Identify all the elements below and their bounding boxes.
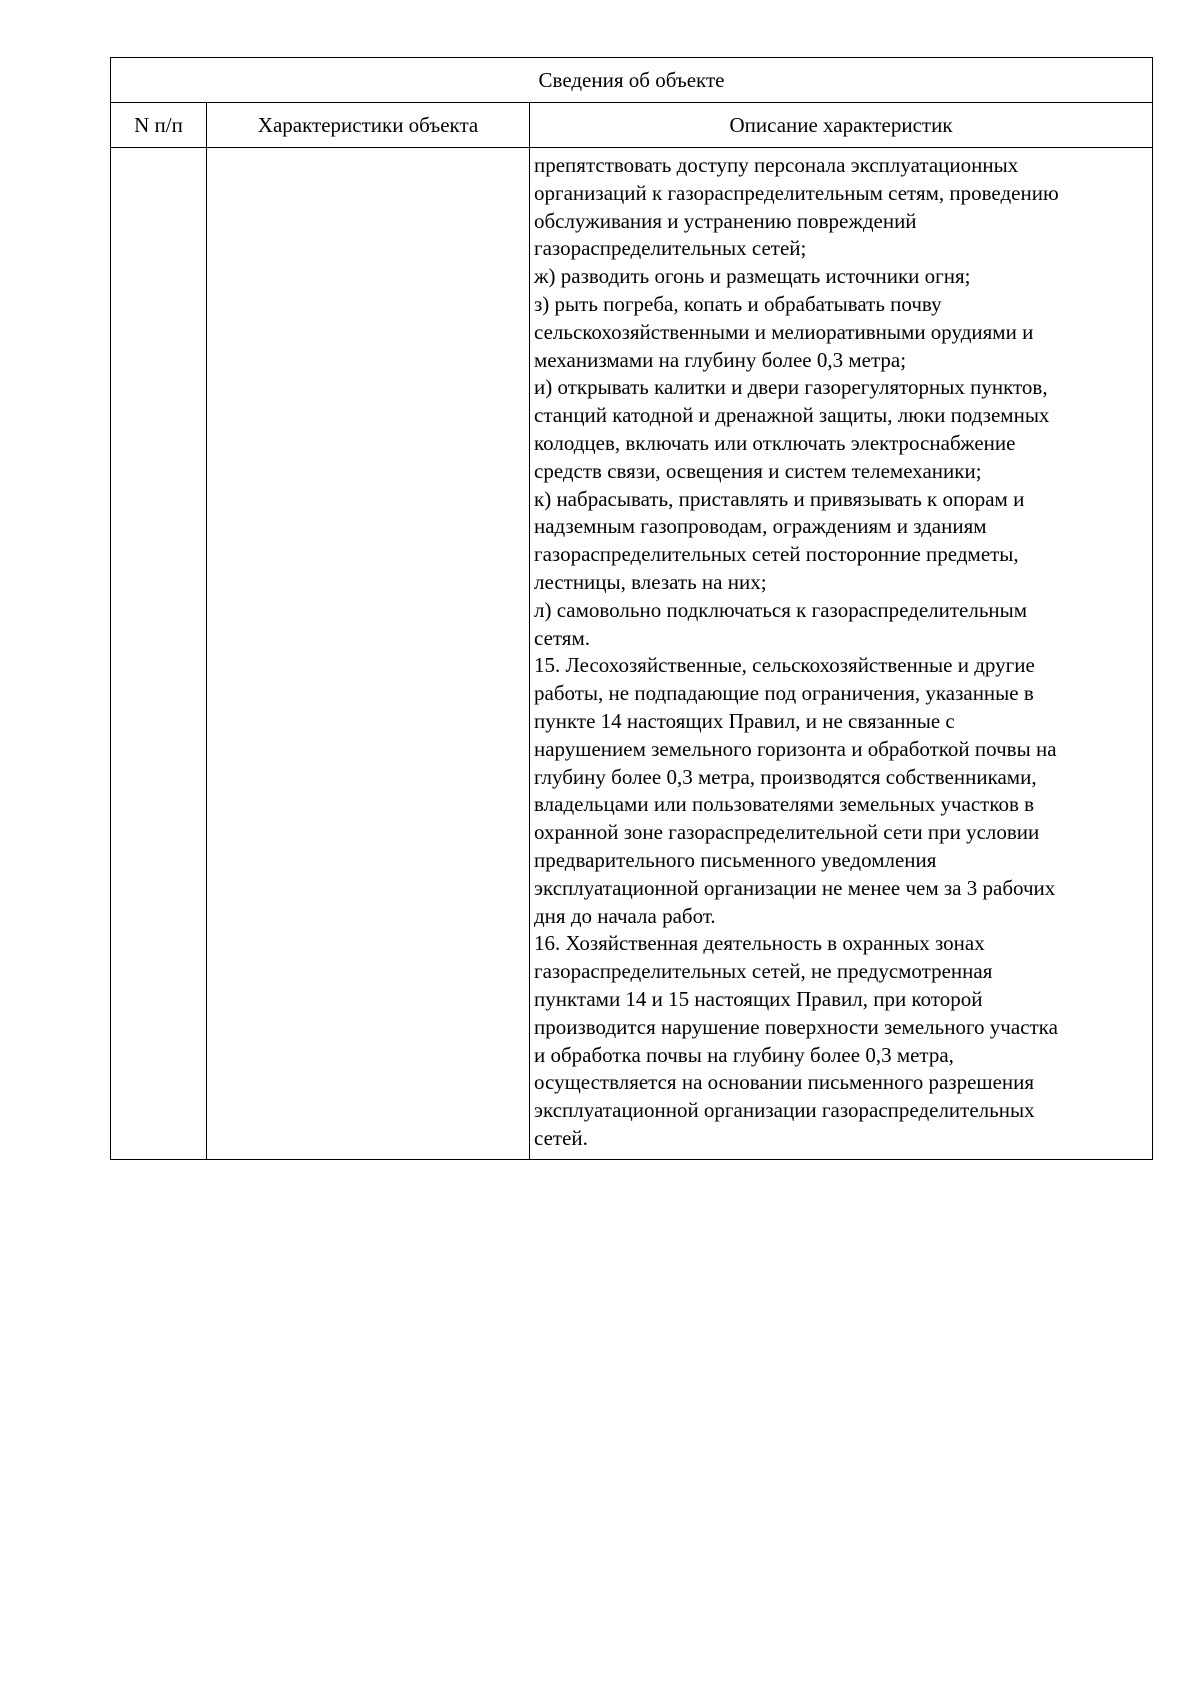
description-line: газораспределительных сетей посторонние предметы, (534, 542, 1019, 567)
description-line: л) самовольно подключаться к газораспределительным (534, 597, 1028, 622)
description-line: механизмами на глубину более 0,3 метра; (534, 347, 907, 372)
description-line: работы, не подпадающие под ограничения, указанные в (534, 681, 1034, 706)
description-line: сетям. (534, 625, 590, 650)
header-num: N п/п (111, 103, 207, 148)
table-title-row (111, 58, 1153, 103)
description-line: нарушением земельного горизонта и обработкой почвы на (534, 736, 1057, 761)
description-line: пунктами 14 и 15 настоящих Правил, при которой (534, 986, 983, 1011)
description-line: сельскохозяйственными и мелиоративными орудиями и (534, 319, 1034, 344)
description-line: препятствовать доступу персонала эксплуатационных (534, 153, 1019, 177)
description-line: эксплуатационной организации газораспределительных (534, 1098, 1035, 1123)
description-line: сетей. (534, 1125, 588, 1150)
row-characteristics-cell (207, 148, 530, 1160)
header-characteristics: Характеристики объекта (207, 103, 530, 148)
description-line: предварительного письменного уведомления (534, 847, 937, 872)
description-line: 15. Лесохозяйственные, сельскохозяйственные и другие (534, 653, 1035, 678)
description-line: владельцами или пользователями земельных участков в (534, 792, 1035, 817)
description-line: газораспределительных сетей, не предусмотренная (534, 959, 993, 984)
description-line: обслуживания и устранению повреждений (534, 208, 917, 233)
table-title: Сведения об объекте (111, 58, 1153, 103)
description-line: эксплуатационной организации не менее чем за 3 рабочих (534, 875, 1056, 900)
row-num-cell (111, 148, 207, 1160)
description-line: надземным газопроводам, ограждениям и зданиям (534, 514, 987, 539)
description-line: средств связи, освещения и систем телемеханики; (534, 458, 982, 483)
header-description: Описание характеристик (530, 103, 1153, 148)
table-header-row (111, 103, 1153, 148)
description-line: организаций к газораспределительным сетям, проведению (534, 180, 1059, 205)
description-line: колодцев, включать или отключать электроснабжение (534, 430, 1016, 455)
description-line: газораспределительных сетей; (534, 236, 807, 261)
description-line: охранной зоне газораспределительной сети при условии (534, 820, 1040, 845)
description-line: з) рыть погреба, копать и обрабатывать почву (534, 291, 942, 316)
description-line: 16. Хозяйственная деятельность в охранных зонах (534, 931, 985, 956)
description-line: ж) разводить огонь и размещать источники огня; (534, 264, 971, 289)
description-line: дня до начала работ. (534, 903, 716, 928)
description-line: производится нарушение поверхности земельного участка (534, 1014, 1058, 1039)
description-line: осуществляется на основании письменного разрешения (534, 1070, 1035, 1095)
description-line: станций катодной и дренажной защиты, люки подземных (534, 403, 1050, 428)
description-line: пункте 14 настоящих Правил, и не связанные с (534, 708, 955, 733)
table-row (111, 148, 1153, 1160)
description-line: и) открывать калитки и двери газорегуляторных пунктов, (534, 375, 1048, 400)
object-info-table (110, 57, 1153, 1160)
row-description-cell (530, 148, 1153, 1160)
description-line: к) набрасывать, приставлять и привязывать к опорам и (534, 486, 1025, 511)
description-line: глубину более 0,3 метра, производятся собственниками, (534, 764, 1037, 789)
description-line: лестницы, влезать на них; (534, 569, 767, 594)
description-line: и обработка почвы на глубину более 0,3 метра, (534, 1042, 954, 1067)
